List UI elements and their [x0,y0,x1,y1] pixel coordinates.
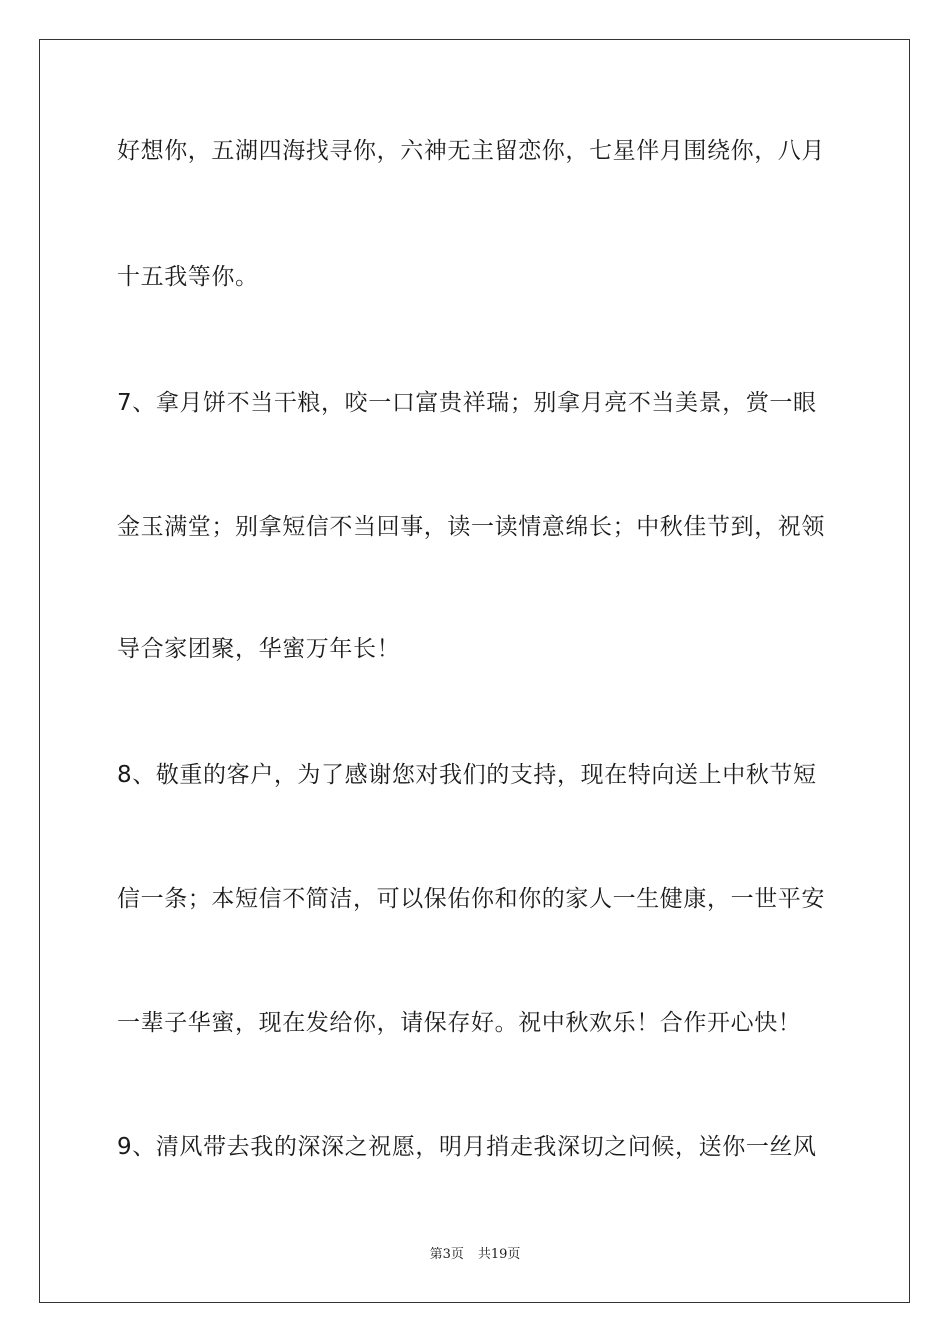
total-pages: 共19页 [477,1247,521,1262]
page-number: 第3页 [429,1247,464,1262]
body-line-3: 7、拿月饼不当干粮，咬一口富贵祥瑞；别拿月亮不当美景，赏一眼 [117,390,817,416]
body-line-8: 一辈子华蜜，现在发给你，请保存好。祝中秋欢乐！合作开心快！ [117,1010,802,1036]
body-line-4: 金玉满堂；别拿短信不当回事，读一读情意绵长；中秋佳节到，祝领 [117,514,825,540]
page-footer [0,1246,950,1264]
body-line-2: 十五我等你。 [117,264,259,290]
body-line-5: 导合家团聚，华蜜万年长！ [117,636,401,662]
body-line-9: 9、清风带去我的深深之祝愿，明月捎走我深切之问候，送你一丝风 [117,1134,817,1160]
page-border [39,39,910,1303]
body-line-6: 8、敬重的客户，为了感谢您对我们的支持，现在特向送上中秋节短 [117,762,817,788]
body-line-7: 信一条；本短信不简洁，可以保佑你和你的家人一生健康，一世平安 [117,886,825,912]
body-line-1: 好想你，五湖四海找寻你，六神无主留恋你，七星伴月围绕你，八月 [117,138,825,164]
